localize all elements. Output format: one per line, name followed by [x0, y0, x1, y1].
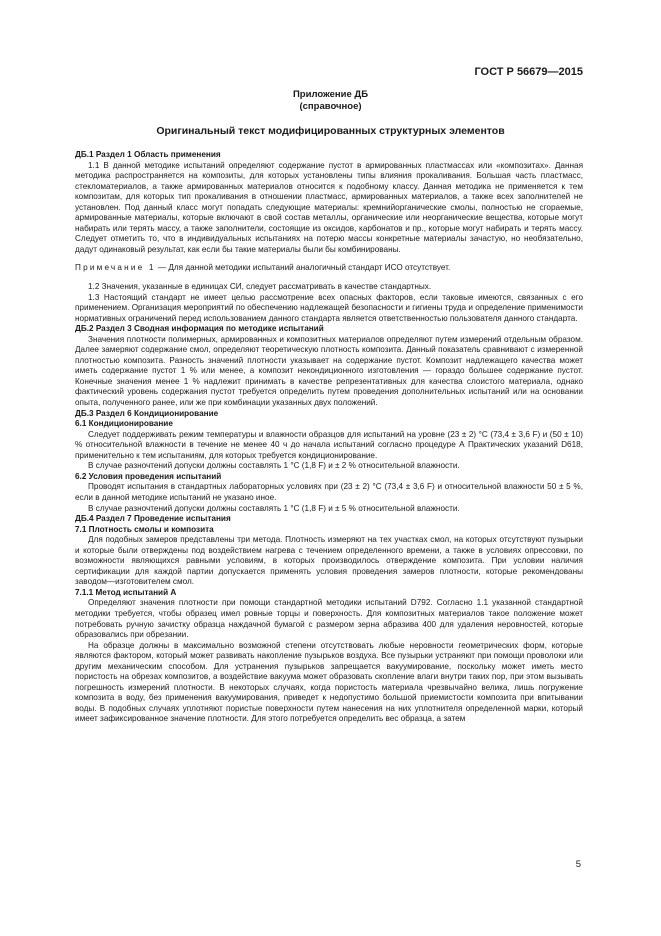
note-label: Примечание 1: [75, 263, 156, 273]
subsection-7-1-title: 7.1 Плотность смолы и композита: [75, 524, 214, 534]
paragraph-7-1-1b: На образце должны в максимально возможной степени отсутствовать любые неровности геометрических форм, которые являются фактором, который может развивать накопление пузырьков воздуха. Все пузырьки устраняют при помощи проволоки или другим механическим способом. Для устранения пузырьков запрещается вакуумирование, поскольку может иметь место пористость на обрезах композитов, а воздействие вакуума может образовать скопление влаги внутри таких пор, при этом вызывать погрешность измерений плотности. В некоторых случаях, когда пористость материала чрезвычайно велика, лишь погружение композита в воду, без применения вакуумирования, приведет к недопустимо большой приемистости композита при впитывании воды. В подобных случаях уплотняют пористые поверхности путем нанесения на них уплотнителя определенной марки, который имеет зафиксированное значение плотности. Для этого потребуется определить вес образца, а затем: [75, 640, 583, 724]
subsection-7-1-1-title: 7.1.1 Метод испытаний А: [75, 587, 177, 597]
section-db1-title: ДБ.1 Раздел 1 Область применения: [75, 150, 221, 159]
main-heading: Оригинальный текст модифицированных структурных элементов: [156, 125, 505, 137]
paragraph-1-2: 1.2 Значения, указанные в единицах СИ, следует рассматривать в качестве стандартных.: [88, 282, 432, 292]
standard-number: ГОСТ Р 56679—2015: [474, 66, 583, 78]
paragraph-6-2: Проводят испытания в стандартных лабораторных условиях при (23 ± 2) °С (73,4 ± 3,6 F) и относительной влажности 50 ± 5 %, если в данной методике испытаний не указано иное.: [75, 482, 583, 502]
section-db3-title: ДБ.3 Раздел 6 Кондиционирование: [75, 408, 219, 418]
body-text: [75, 150, 583, 725]
paragraph-1-1: 1.1 В данной методике испытаний определяют содержание пустот в армированных пластмассах или «композитах». Данная методика распространяется на композиты, для которых установлены типы влияния прокаливания. Большая часть пластмасс, стекломатериалов, а также армированных материалов относится к подобному классу. Данная методика не применяется к тем композитам, для которых тип прокаливания в отношении пластмасс, армированных материалов, а также всех заполнителей не установлен. Под данный класс могут попадать следующие материалы: кремнийорганические смолы, полностью не сгораемые, армированные материалы, которые включают в свой состав металлы, органические или неорганические вещества, которые могут набирать или терять массу, а также заполнители, состоящие из оксидов, карбонатов и пр., которые могут набирать и терять массу. Следует отметить то, что в индивидуальных испытаниях на потерю массы конкретные материалы зачастую, но необязательно, дадут одинаковый результат, как если бы такие материалы были бы комбинированы.: [75, 160, 583, 254]
paragraph-6-1: Следует поддерживать режим температуры и влажности образцов для испытаний на уровне (23 ± 2) °С (73,4 ± 3,6 F) и (50 ± 10) % относительной влажности в течение не менее 40 ч до начала испытаний согласно процедуре А Практических указаний D618, применительно к тем испытаниям, для которых требуется кондиционирование.: [75, 429, 583, 460]
appendix-title: Приложение ДБ: [292, 89, 369, 100]
section-db2-title: ДБ.2 Раздел 3 Сводная информация по методике испытаний: [75, 324, 324, 334]
subsection-6-2-title: 6.2 Условия проведения испытаний: [75, 471, 222, 481]
appendix-subtitle: (справочное): [299, 101, 362, 112]
page-number: 5: [575, 859, 581, 870]
note-text: — Для данной методики испытаний аналогичный стандарт ИСО отсутствует.: [155, 263, 451, 273]
paragraph-db2: Значения плотности полимерных, армированных и композитных материалов определяют путем измерений отдельным образом. Далее замеряют содержание смол, определяют теоретическую плотность композита. Данный показатель сравнивают с измеренной плотностью композита. Разность значений плотности указывает на содержание пустот. Композит надлежащего качества может иметь содержание пустот 1 % или менее, а композит некондиционного изготовления — гораздо большее содержание пустот. Конечные значения менее 1 % надлежит принимать в качестве репрезентативных для качества слоистого материала, однако фактический уровень содержания пустот требуется определить путем проведения дополнительных испытаний или на основании опыта, полученного ранее, или же при комбинации указанных двух положений.: [75, 334, 583, 408]
subsection-6-1-title: 6.1 Кондиционирование: [75, 419, 173, 429]
paragraph-1-3: 1.3 Настоящий стандарт не имеет целью рассмотрение всех опасных факторов, если таковые имеются, связанных с его применением. Организация мероприятий по обеспечению надлежащей безопасности и гигиены труда и определение применимости нормативных ограничений перед использованием данного стандарта является ответственностью пользователя данного стандарта.: [75, 292, 583, 323]
section-db4-title: ДБ.4 Раздел 7 Проведение испытания: [75, 514, 231, 524]
paragraph-6-1b: В случае разночтений допуски должны составлять 1 °С (1,8 F) и ± 2 % относительной влажности.: [88, 461, 460, 471]
paragraph-6-2b: В случае разночтений допуски должны составлять 1 °С (1,8 F) и ± 5 % относительной влажности.: [88, 503, 460, 513]
note-1: [75, 263, 583, 274]
paragraph-7-1: Для подобных замеров представлены три метода. Плотность измеряют на тех участках смол, на которых отсутствуют пузырьки и которые были отверждены под воздействием нагрева с течением определенного времени, а также в условиях опрессовки, по возможности являющихся равными условиям, в которых производилось отверждение композита. При условии наличия сертификации для каждой партии допускается применять условия проведения замеров плотности, которые рекомендованы заводом—изготовителем смол.: [75, 535, 583, 587]
paragraph-7-1-1: Определяют значения плотности при помощи стандартной методики испытаний D792. Согласно 1.1 указанной стандартной методики требуется, чтобы образец имел ровные торцы и поверхность. Для композитных материалов такое положение может потребовать ручную зачистку образца наждачной бумагой с размером зерна абразива 400 для удаления неровностей, которые образовались при обрезании.: [75, 598, 583, 640]
